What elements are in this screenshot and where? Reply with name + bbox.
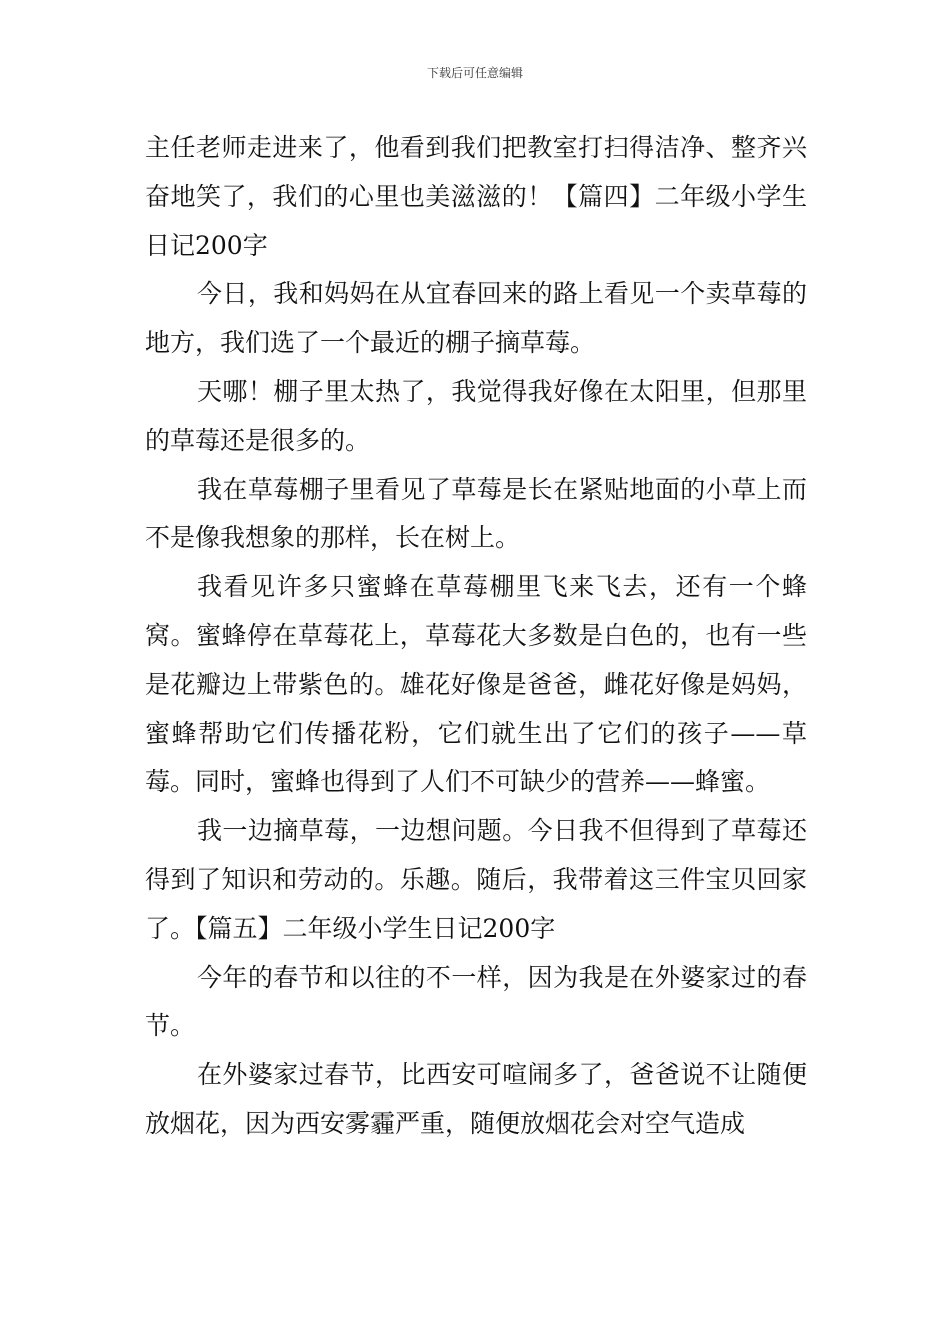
paragraph: 主任老师走进来了，他看到我们把教室打扫得洁净、整齐兴奋地笑了，我们的心里也美滋滋的！【篇四】二年级小学生日记200字 — [145, 133, 807, 260]
paragraph: 我看见许多只蜜蜂在草莓棚里飞来飞去，还有一个蜂窝。蜜蜂停在草莓花上，草莓花大多数是白色的，也有一些是花瓣边上带紫色的。雄花好像是爸爸，雌花好像是妈妈，蜜蜂帮助它们传播花粉，它们就生出了它们的孩子——草莓。同时，蜜蜂也得到了人们不可缺少的营养——蜂蜜。 — [145, 572, 807, 797]
paragraph: 在外婆家过春节，比西安可喧闹多了，爸爸说不让随便放烟花，因为西安雾霾严重，随便放烟花会对空气造成 — [145, 1060, 807, 1138]
paragraph: 我一边摘草莓，一边想问题。今日我不但得到了草莓还得到了知识和劳动的。乐趣。随后，我带着这三件宝贝回家了。【篇五】二年级小学生日记200字 — [145, 816, 807, 943]
paragraph: 我在草莓棚子里看见了草莓是长在紧贴地面的小草上而不是像我想象的那样，长在树上。 — [145, 474, 807, 553]
paragraph: 天哪！棚子里太热了，我觉得我好像在太阳里，但那里的草莓还是很多的。 — [145, 376, 807, 455]
document-body — [145, 124, 807, 1149]
page-header: 下载后可任意编辑 — [426, 66, 523, 80]
paragraph: 今日，我和妈妈在从宜春回来的路上看见一个卖草莓的地方，我们选了一个最近的棚子摘草莓。 — [145, 279, 807, 358]
paragraph: 今年的春节和以往的不一样，因为我是在外婆家过的春节。 — [145, 962, 807, 1041]
